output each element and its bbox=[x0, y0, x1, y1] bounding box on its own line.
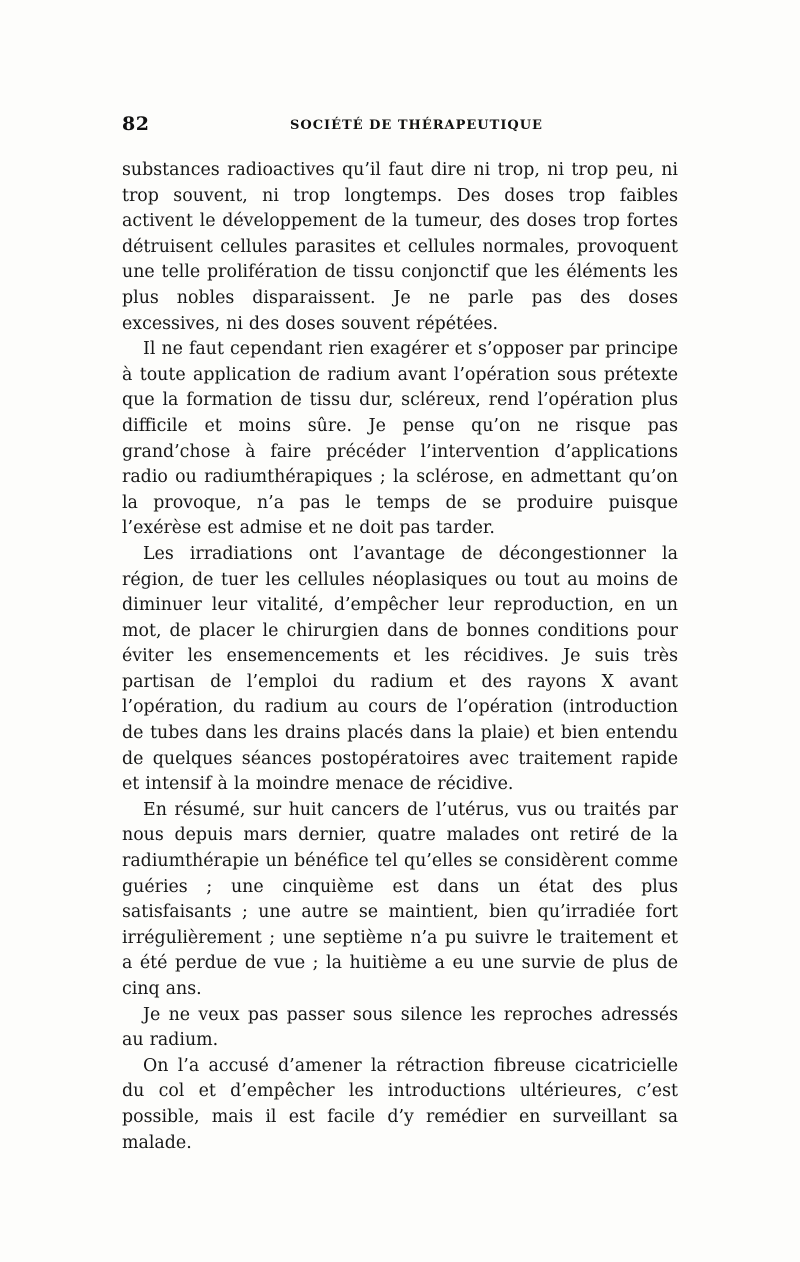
paragraph-fibrous-retraction: On l’a accusé d’amener la rétraction fibreuse cicatricielle du col et d’empêcher les introductions ultérieures, c’est possible, mais il est facile d’y remédier en surveillant sa malade. bbox=[122, 1055, 678, 1153]
running-title: SOCIÉTÉ DE THÉRAPEUTIQUE bbox=[290, 118, 543, 133]
paragraph-irradiation-advantages: Les irradiations ont l’avantage de décongestionner la région, de tuer les cellules néoplasiques ou tout au moins de diminuer leur vitalité, d’empêcher leur reproduction, en un mot, de placer le chirurgien dans de bonnes conditions pour éviter les ensemencements et les récidives. Je suis très partisan de l’emploi du radium et des rayons X avant l’opération, du radium au cours de l’opération (introduction de tubes dans les drains placés dans la plaie) et bien entendu de quelques séances postopératoires avec traitement rapide et intensif à la moindre menace de récidive. bbox=[122, 543, 678, 795]
paragraph-radium-before-surgery: Il ne faut cependant rien exagérer et s’opposer par principe à toute application de radium avant l’opération sous prétexte que la formation de tissu dur, scléreux, rend l’opération plus difficile et moins sûre. Je pense qu’on ne risque pas grand’chose à faire précéder l’intervention d’applications radio ou radiumthérapiques ; la sclérose, en admettant qu’on la provoque, n’a pas le temps de se produire puisque l’exérèse est admise et ne doit pas tarder. bbox=[122, 339, 678, 539]
paragraph-summary-results: En résumé, sur huit cancers de l’utérus, vus ou traités par nous depuis mars dernier, quatre malades ont retiré de la radiumthérapie un bénéfice tel qu’elles se considèrent comme guéries ; une cinquième est dans un état des plus satisfaisants ; une autre se maintient, bien qu’irradiée fort irrégulièrement ; une septième n’a pu suivre le traitement et a été perdue de vue ; la huitième a eu une survie de plus de cinq ans. bbox=[122, 799, 678, 999]
page-header bbox=[122, 113, 682, 141]
paragraph-continuation: substances radioactives qu’il faut dire ni trop, ni trop peu, ni trop souvent, ni trop longtemps. Des doses trop faibles activent le développement de la tumeur, des doses trop fortes détruisent cellules parasites et cellules normales, provoquent une telle prolifération de tissu conjonctif que les éléments les plus nobles disparaissent. Je ne parle pas des doses excessives, ni des doses souvent répétées. bbox=[122, 160, 678, 334]
page-number: 82 bbox=[122, 113, 150, 135]
body-text bbox=[122, 158, 678, 1156]
paragraph-reproaches: Je ne veux pas passer sous silence les reproches adressés au radium. bbox=[122, 1004, 678, 1051]
